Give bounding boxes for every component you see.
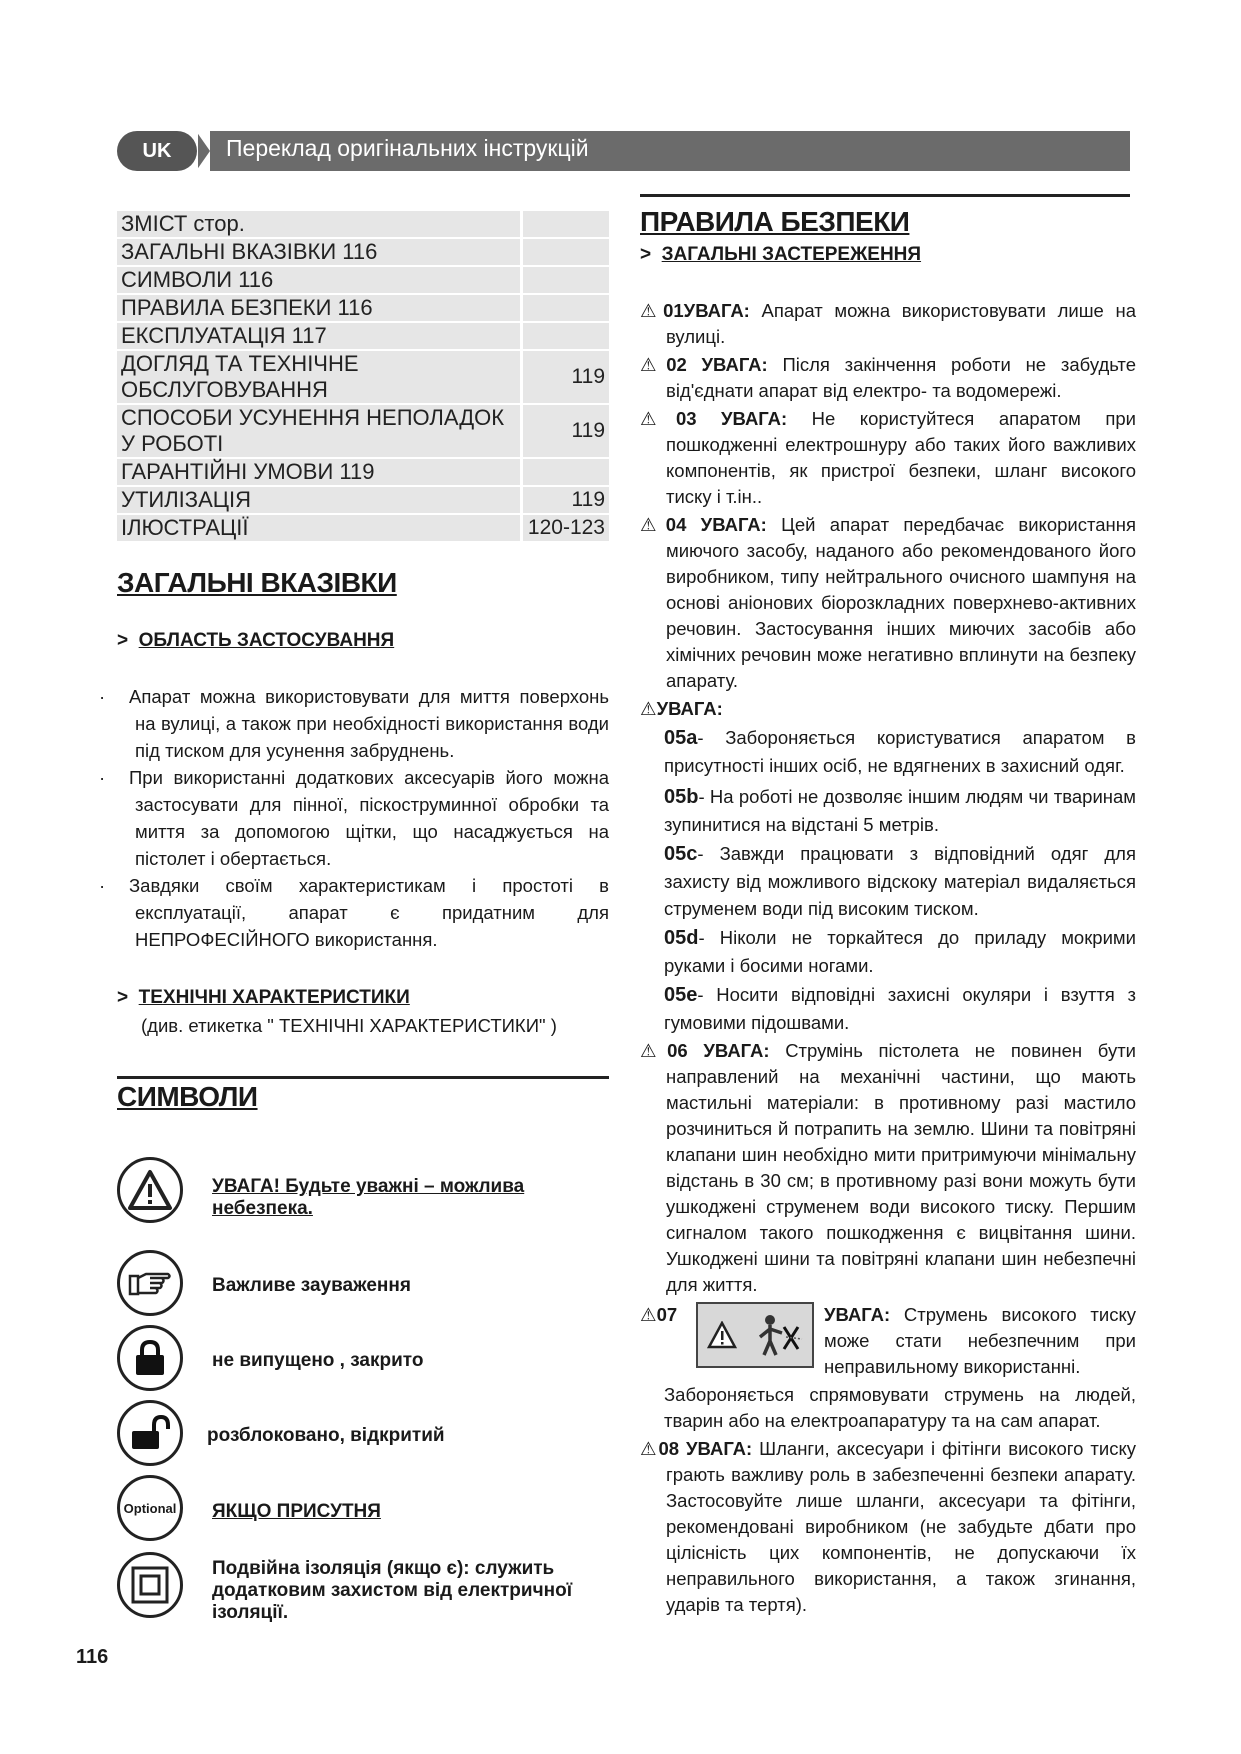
warning-05b: 05b- На роботі не дозволяє іншим людям чи тваринам зупинитися на відстані 5 метрів. [664,786,1136,835]
warning-05a: 05a- Забороняється користуватися апаратом в присутності інших осіб, не вдягнених в захисний одяг. [664,727,1136,776]
pointing-hand-icon [117,1250,183,1316]
warning-triangle-icon: ⚠ [640,300,664,321]
toc-label: ПРАВИЛА БЕЗПЕКИ 116 [117,294,522,322]
table-row [117,350,609,404]
scope-heading-text: ОБЛАСТЬ ЗАСТОСУВАННЯ [138,630,395,651]
symbol-label: Подвійна ізоляція (якщо є): служить додатковим захистом від електричної ізоляції. [212,1558,573,1623]
toc-label: УТИЛІЗАЦІЯ [117,486,522,514]
locked-padlock-icon [117,1325,183,1391]
warning-triangle-icon: ⚠ [640,1438,659,1459]
warning-triangle-icon [117,1157,183,1223]
warning-triangle-icon: ⚠ [640,1304,657,1325]
symbol-label: розблоковано, відкритий [207,1425,445,1446]
symbol-label: УВАГА! Будьте уважні – можлива небезпека. [212,1176,525,1219]
table-row [117,266,609,294]
list-item: · Завдяки своїм характеристикам і простоті в експлуатації, апарат є придатним для НЕПРОФЕСІЙНОГО використання. [99,875,609,950]
double-insulation-icon [117,1552,183,1618]
table-row [117,322,609,350]
toc-label: ЗАГАЛЬНІ ВКАЗІВКИ 116 [117,238,522,266]
toc-page [522,238,610,266]
toc-label: СПОСОБИ УСУНЕННЯ НЕПОЛАДОК У РОБОТІ [117,404,522,458]
symbol-label: ЯКЩО ПРИСУТНЯ [212,1501,381,1522]
toc-page [522,266,610,294]
table-of-contents [117,211,609,543]
divider [640,194,1130,197]
table-row [117,404,609,458]
warning-02: ⚠02 УВАГА: Після закінчення роботи не забудьте від'єднати апарат від електро- та водомережі. [640,354,1136,401]
header-notch [196,131,210,171]
toc-label: ЗМІСТ стор. [117,211,522,238]
toc-label: ЕКСПЛУАТАЦІЯ 117 [117,322,522,350]
optional-icon: Optional [117,1475,183,1541]
toc-label: ІЛЮСТРАЦІЇ [117,514,522,542]
warning-05d: 05d- Ніколи не торкайтеся до приладу мокрими руками і босими ногами. [664,927,1136,976]
table-row [117,211,609,238]
warning-triangle-icon: ⚠ [640,408,676,429]
general-heading: ЗАГАЛЬНІ ВКАЗІВКИ [117,567,397,598]
toc-page: 119 [522,404,610,458]
table-row [117,514,609,542]
safety-sub-heading: > ЗАГАЛЬНІ ЗАСТЕРЕЖЕННЯ [640,244,922,265]
warning-06: ⚠06 УВАГА: Струмінь пістолета не повинен бути направлений на механічні частини, що мають мастильні матеріали: в противному разі мастило розчиниться й потрапить на землю. Шини та повітряні клапани шин необхідно мити притримуючи мінімальну відстань в 30 см; в противному разі вони можуть бути ушкоджені струменем води високого тиску. Першим сигналом такого пошкодження є вицвітання шини. Ушкоджені шини та повітряні клапани шин небезпечні для життя. [640,1040,1136,1295]
warning-05e: 05e- Носити відповідні захисні окуляри і взуття з гумовими підошвами. [664,984,1136,1033]
warning-05c: 05c- Завжди працювати з відповідний одяг для захисту від можливого відскоку матеріал видаляється струменем води під високим тиском. [664,843,1136,919]
toc-page [522,294,610,322]
toc-page [522,458,610,486]
language-badge: UK [117,131,197,171]
tech-heading: > ТЕХНІЧНІ ХАРАКТЕРИСТИКИ [117,987,410,1008]
toc-page [522,211,610,238]
scope-bullets [99,683,609,953]
table-row [117,486,609,514]
warning-01: ⚠01УВАГА: Апарат можна використовувати лише на вулиці. [640,300,1136,347]
divider [117,1076,609,1079]
warning-03: ⚠03 УВАГА: Не користуйтеся апаратом при пошкодженні електрошнуру або таких його важливих компонентів, як пристрої безпеки, шланг високого тиску і т.ін.. [640,408,1136,507]
table-row [117,458,609,486]
warning-triangle-icon: ⚠ [640,1040,668,1061]
list-item: · Апарат можна використовувати для миття поверхонь на вулиці, а також при необхідності використання води під тиском для усунення забруднень. [99,686,609,761]
warning-triangle-icon: ⚠ [640,698,657,719]
toc-page: 120-123 [522,514,610,542]
list-item: · При використанні додаткових аксесуарів його можна застосувати для пінної, піскоструминної обробки та миття за допомогою щітки, що насаджується на пістолет і обертається. [99,767,609,869]
scope-heading: > ОБЛАСТЬ ЗАСТОСУВАННЯ [117,630,395,651]
toc-page: 119 [522,350,610,404]
page-number: 116 [76,1646,109,1668]
warning-04: ⚠04 УВАГА: Цей апарат передбачає використання миючого засобу, наданого або рекомендованого його виробником, типу нейтрального очисного шампуня на основі аніонових біорозкладних поверхнево-активних речовин. Застосування інших миючих засобів або хімічних речовин може негативно вплинути на безпеку апарату. [640,514,1137,691]
warning-07: ⚠07 УВАГА: Струмень високого тиску може стати небезпечним при неправильному використанні. [640,1304,1136,1377]
toc-label: СИМВОЛИ 116 [117,266,522,294]
table-row [117,238,609,266]
warning-07-more: Забороняється спрямовувати струмень на людей, тварин або на електроапаратуру та на сам апарат. [664,1384,1136,1431]
warning-triangle-icon: ⚠ [640,354,667,375]
header-title: Переклад оригінальних інструкцій [226,135,589,161]
unlocked-padlock-icon [117,1400,183,1466]
toc-label: ДОГЛЯД ТА ТЕХНІЧНЕ ОБСЛУГОВУВАННЯ [117,350,522,404]
tech-note: (див. етикетка " ТЕХНІЧНІ ХАРАКТЕРИСТИКИ" ) [141,1015,557,1036]
spray-hazard-pictogram [696,1302,814,1368]
toc-label: ГАРАНТІЙНІ УМОВИ 119 [117,458,522,486]
symbols-heading: СИМВОЛИ [117,1081,258,1112]
symbol-label: не випущено , закрито [212,1350,424,1371]
warning-08: ⚠08 УВАГА: Шланги, аксесуари і фітінги високого тиску грають важливу роль в забезпеченні безпеки апарату. Застосовуйте лише шланги, аксесуари та фітінги, рекомендовані виробником (не забудьте дбати про цілісність цих компонентів, не допускаючи їх неправильного використання, а також згинання, ударів та тертя). [640,1438,1136,1615]
warning-triangle-icon: ⚠ [640,514,666,535]
toc-page: 119 [522,486,610,514]
toc-page [522,322,610,350]
warning-05: ⚠УВАГА: [640,698,723,719]
symbol-label: Важливе зауваження [212,1275,411,1296]
table-row [117,294,609,322]
safety-heading: ПРАВИЛА БЕЗПЕКИ [640,206,910,237]
safety-warnings [640,298,1136,1618]
